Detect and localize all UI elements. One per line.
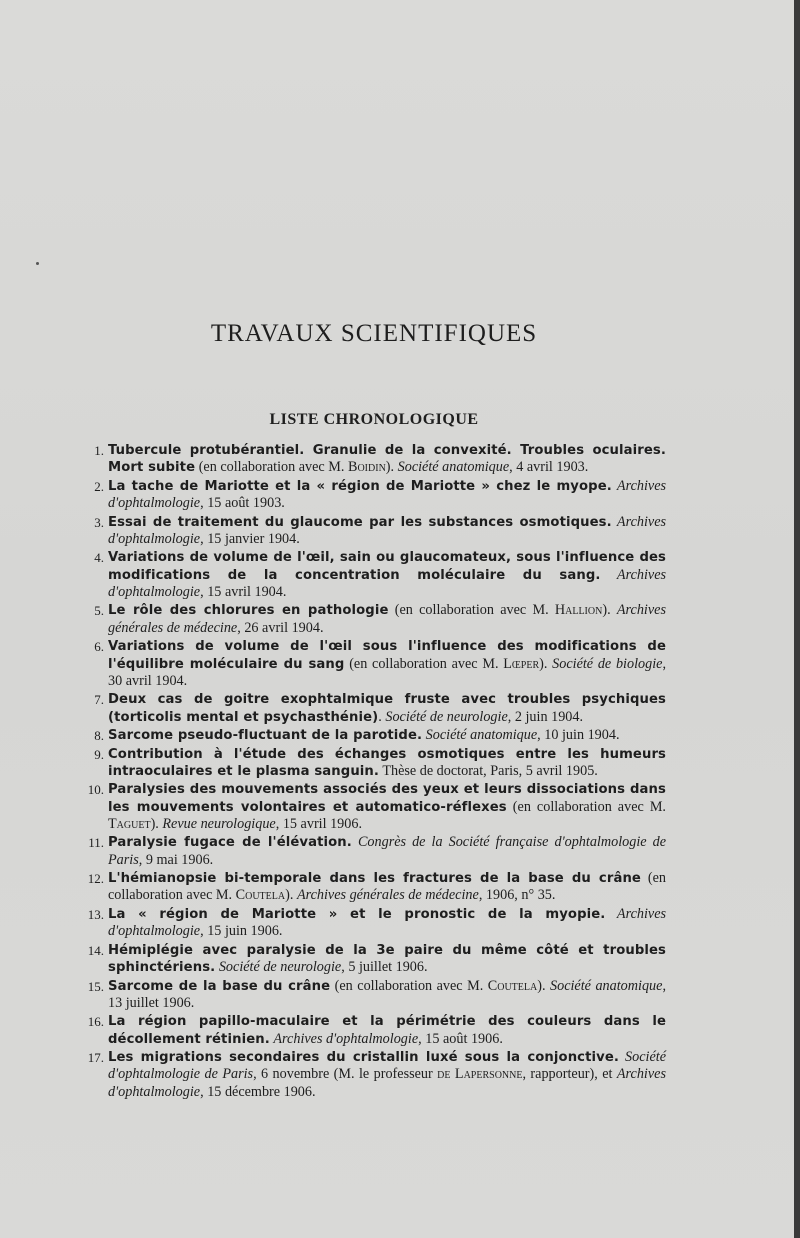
journal-name: Archives d'ophtalmologie [273,1030,419,1047]
list-item [78,906,666,941]
item-text: , 30 avril 1904. [108,655,666,689]
item-text: , 26 avril 1904. [237,619,324,636]
author-name: Taguet [108,815,151,832]
item-title: L'hémianopsie bi-temporale dans les fractures de la base du crâne [108,871,641,887]
item-title: Deux cas de goitre exophtalmique fruste avec troubles psychiques (torticolis mental et psychasthénie) [108,692,666,725]
journal-name: Archives d'ophtalmologie [108,905,667,940]
author-name: Coutela [487,977,538,994]
item-text: , 15 décembre 1906. [200,1083,316,1100]
item-title: La « région de Mariotte » et le pronostic de la myopie. [108,906,606,922]
item-text: , 2 juin 1904. [507,708,584,725]
item-title: Sarcome pseudo-fluctuant de la parotide. [108,728,423,744]
list-item [78,834,666,869]
item-text: , 15 avril 1904. [200,583,287,600]
item-text: , 9 mai 1906. [138,851,214,868]
item-number: 11. [88,835,104,851]
journal-name: Société de neurologie [385,708,508,725]
list-item [78,478,666,513]
item-text: , 15 avril 1906. [275,815,363,832]
list-item [78,514,666,549]
author-name: Boidin [348,459,386,476]
item-title: Hémiplégie avec paralysie de la 3e paire du même côté et troubles sphinctériens. [108,942,666,976]
item-text: ). [285,887,297,904]
page-edge [794,0,800,1238]
item-text: ). [385,459,398,476]
list-item [78,1049,666,1101]
item-text: ). [537,977,550,994]
item-number: 15. [87,978,104,994]
item-number: 16. [87,1014,104,1030]
journal-name: Congrès de la Société française d'ophtalmologie de Paris [108,834,667,868]
journal-name: Société d'ophtalmologie de Paris [108,1049,666,1083]
item-text: (en collaboration avec M. [344,655,504,672]
author-name: Coutela [235,887,286,904]
list-item [78,691,666,726]
item-text: , 1906, n° 35. [478,887,556,904]
page-title: TRAVAUX SCIENTIFIQUES [210,319,538,347]
item-text [600,567,616,583]
item-number: 5. [94,603,104,619]
journal-name: Archives générales de médecine [108,602,666,636]
item-text: , 10 juin 1904. [537,727,620,744]
item-number: 4. [94,550,104,566]
author-name: de Lapersonne [437,1066,523,1083]
list-item [78,727,666,744]
item-number: 12. [87,871,104,887]
journal-name: Société anatomique [397,459,510,476]
item-title: Contribution à l'étude des échanges osmotiques entre les humeurs intraoculaires et le plasma sanguin. [108,746,666,779]
item-text: , 15 août 1903. [200,495,285,512]
item-title: Paralysie fugace de l'élévation. [108,835,352,851]
item-number: 3. [94,514,104,530]
item-title: Tubercule protubérantiel. Granulie de la convexité. Troubles oculaires. Mort subite [108,443,666,476]
author-name: Lœper [503,655,540,672]
item-number: 6. [94,639,104,655]
item-title: Sarcome de la base du crâne [108,978,331,994]
item-text: , 4 avril 1903. [509,459,589,476]
item-text: (en collaboration avec M. [195,459,348,476]
item-text: (en collaboration avec M. [388,602,555,619]
item-text: , 15 août 1906. [418,1030,503,1047]
item-title: Variations de volume de l'œil, sain ou glaucomateux, sous l'influence des modifications de la concentration moléculaire du sang. [108,550,666,583]
list-item [78,942,666,977]
list-item [78,746,666,781]
journal-name: Archives d'ophtalmologie [108,513,667,547]
item-text: , 13 juillet 1906. [108,977,666,1011]
ink-speck [36,262,39,265]
journal-name: Revue neurologique [162,815,276,832]
item-title: Essai de traitement du glaucome par les substances osmotiques. [108,514,612,530]
item-number: 9. [94,746,104,762]
item-number: 7. [94,692,104,708]
item-text: ). [602,602,617,619]
journal-name: Société anatomique [550,977,663,994]
publication-list [78,442,666,1102]
list-item [78,781,666,833]
item-title: Paralysies des mouvements associés des yeux et leurs dissociations dans les mouvements volontaires et automatico-réflexes [108,782,666,815]
journal-name: Archives d'ophtalmologie [108,477,667,512]
journal-name: Société de biologie [552,655,663,672]
item-text: (en collaboration avec M. [330,977,488,994]
item-number: 8. [94,728,104,744]
item-text [605,906,617,922]
item-number: 17. [87,1050,104,1066]
author-name: Hallion [554,602,603,619]
journal-name: Archives générales de médecine [296,887,479,904]
item-title: Variations de volume de l'œil sous l'influence des modifications de l'équilibre moléculaire du sang [108,639,666,672]
item-text: , 6 novembre (M. le professeur [253,1066,438,1083]
item-text: , 5 juillet 1906. [341,959,428,976]
journal-name: Société de neurologie [218,959,342,976]
item-number: 13. [87,906,104,922]
section-title: LISTE CHRONOLOGIQUE [269,411,479,429]
item-title: Les migrations secondaires du cristallin luxé sous la conjonctive. [108,1050,619,1066]
item-title: La région papillo-maculaire et la périmétrie des couleurs dans le décollement rétinien. [108,1014,666,1047]
journal-name: Archives d'ophtalmologie [108,566,667,600]
item-text: , 15 janvier 1904. [200,530,300,547]
item-text: , rapporteur), et [522,1066,617,1083]
item-number: 1. [94,443,104,458]
item-number: 14. [87,942,104,958]
item-text: (en collaboration avec M. [506,798,666,815]
list-item [78,442,666,477]
item-text: , 15 juin 1906. [200,923,283,940]
item-number: 10. [87,782,104,798]
list-item [78,1013,666,1048]
item-text: (en collaboration avec M. [108,870,666,904]
item-text: ). [539,655,553,672]
item-number: 2. [94,478,104,494]
item-title: La tache de Mariotte et la « région de Mariotte » chez le myope. [108,478,612,494]
item-text: ). [150,815,163,832]
list-item [78,549,666,601]
journal-name: Archives d'ophtalmologie [108,1066,666,1100]
journal-name: Société anatomique [425,727,538,744]
list-item [78,870,666,905]
item-text: . [378,708,386,725]
list-item [78,638,666,690]
item-text: Thèse de doctorat, Paris, 5 avril 1905. [379,762,598,779]
item-title: Le rôle des chlorures en pathologie [108,603,389,619]
list-item [78,602,666,637]
list-item [78,978,666,1013]
